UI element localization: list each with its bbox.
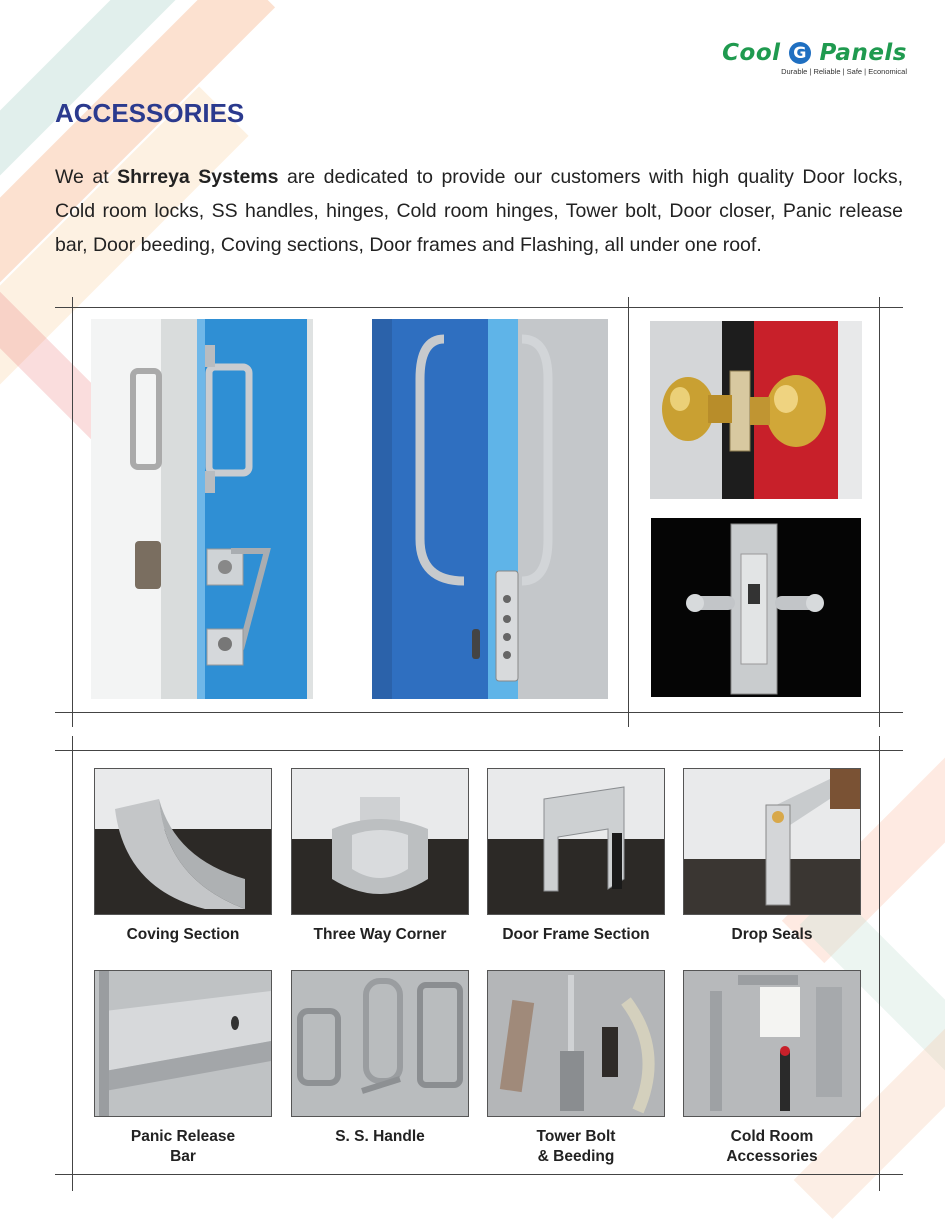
- frame-line: [879, 736, 880, 1191]
- frame-line: [55, 1174, 903, 1175]
- product-caption: Tower Bolt & Beeding: [536, 1128, 616, 1165]
- frame-line: [72, 297, 73, 727]
- lever-lock-photo: [651, 518, 861, 697]
- product-card: [94, 970, 272, 1167]
- product-card: [291, 970, 469, 1147]
- product-card: [94, 768, 272, 945]
- ss-handle-photo: [291, 970, 469, 1117]
- frame-line: [879, 297, 880, 727]
- company-name: Shrreya Systems: [117, 166, 279, 188]
- frame-line: [55, 307, 903, 308]
- product-caption: Cold Room Accessories: [726, 1128, 818, 1165]
- brand-logo: [722, 40, 907, 76]
- product-card: [487, 970, 665, 1167]
- door-handle-photo: [91, 319, 313, 699]
- product-card: [683, 970, 861, 1167]
- frame-line: [72, 736, 73, 1191]
- coving-section-photo: [94, 768, 272, 915]
- logo-wordmark: Cool G Panels: [722, 40, 907, 66]
- product-card: [291, 768, 469, 945]
- page-title: ACCESSORIES: [55, 98, 245, 128]
- product-caption: Panic Release Bar: [130, 1128, 236, 1165]
- product-caption: Door Frame Section: [502, 926, 650, 943]
- tower-bolt-photo: [487, 970, 665, 1117]
- logo-g-icon: G: [789, 42, 811, 64]
- product-caption: Coving Section: [126, 926, 240, 943]
- product-caption: Drop Seals: [731, 926, 813, 943]
- product-card: [683, 768, 861, 945]
- cold-room-accessories-photo: [683, 970, 861, 1117]
- knob-lock-photo: [650, 321, 862, 499]
- product-caption: S. S. Handle: [335, 1128, 425, 1145]
- door-frame-section-photo: [487, 768, 665, 915]
- frame-line: [55, 750, 903, 751]
- product-caption: Three Way Corner: [313, 926, 447, 943]
- panic-release-bar-photo: [94, 970, 272, 1117]
- product-card: [487, 768, 665, 945]
- three-way-corner-photo: [291, 768, 469, 915]
- pull-handle-photo: [372, 319, 608, 699]
- logo-tagline: Durable | Reliable | Safe | Economical: [781, 67, 907, 76]
- drop-seals-photo: [683, 768, 861, 915]
- intro-paragraph: We at Shrreya Systems are dedicated to provide our customers with high quality Door locks, Cold room locks, SS handles, hinges, Cold room hinges, Tower bolt, Door closer, Panic release bar, Door beeding, Coving sections, Door frames and Flashing, all under one roof.: [55, 166, 903, 256]
- frame-line: [628, 297, 629, 727]
- frame-line: [55, 712, 903, 713]
